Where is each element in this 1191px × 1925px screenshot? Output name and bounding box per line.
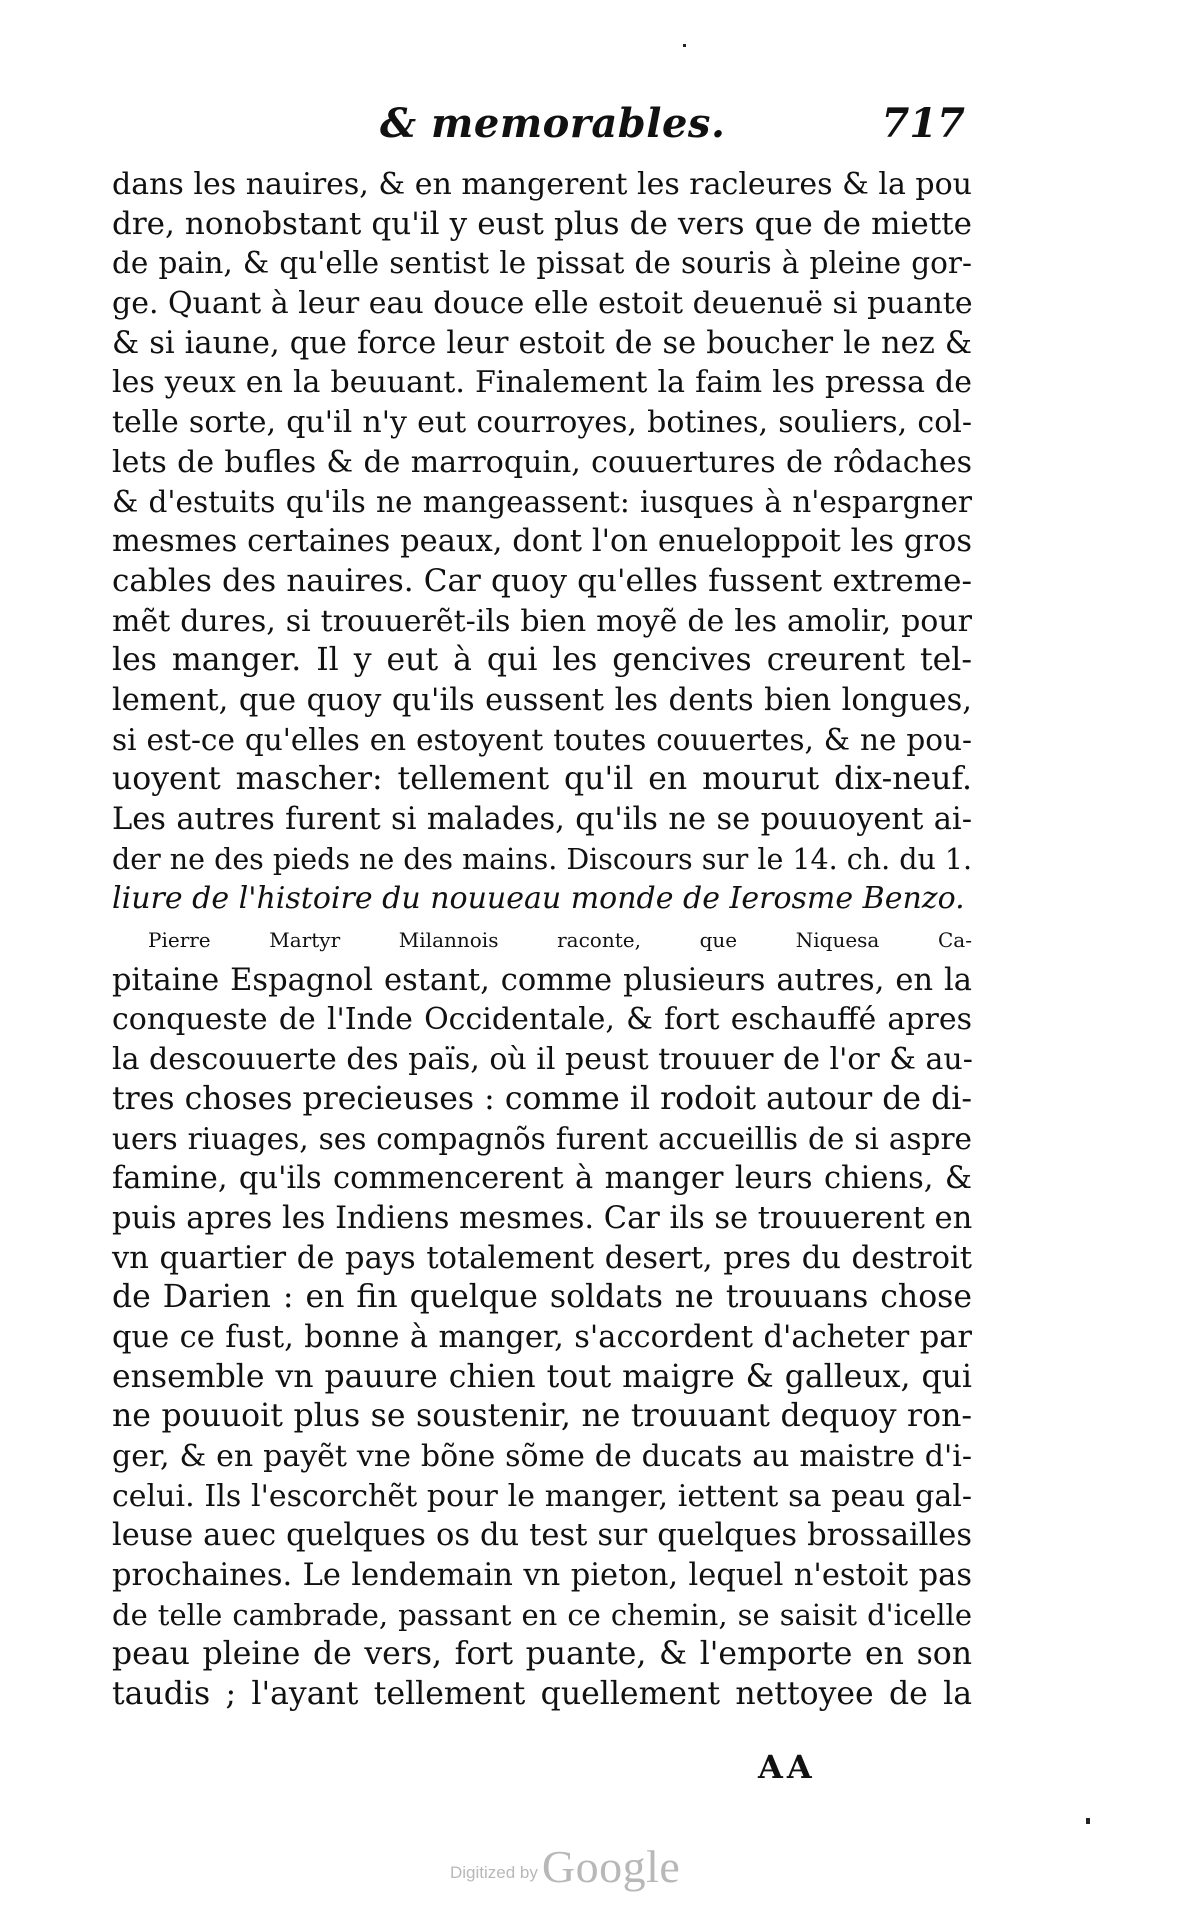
text-line: famine, qu'ils commencerent à manger leurs chiens, &: [112, 1161, 972, 1197]
text-line: les manger. Il y eut à qui les gencives creurent tel-: [112, 642, 972, 679]
digitization-watermark: [450, 1840, 680, 1893]
body-text: [112, 165, 972, 1715]
text-line: vn quartier de pays totalement desert, pres du destroit: [112, 1240, 972, 1276]
text-line: conqueste de l'Inde Occidentale, & fort eschauffé apres: [112, 1002, 972, 1038]
paragraph-2: [112, 921, 972, 1715]
text-line: puis apres les Indiens mesmes. Car ils se trouuerent en: [112, 1200, 973, 1236]
text-line: la descouuerte des païs, où il peust trouuer de l'or & au-: [112, 1042, 973, 1078]
text-line: les yeux en la beuuant. Finalement la faim les pressa de: [112, 365, 972, 401]
text-line: Les autres furent si malades, qu'ils ne se pouuoyent ai-: [112, 802, 972, 837]
text-line: uoyent mascher: tellement qu'il en mourut dix-neuf.: [112, 761, 972, 798]
text-line: mesmes certaines peaux, dont l'on enueloppoit les gros: [112, 524, 972, 560]
text-line: leuse auec quelques os du test sur quelques brossailles: [112, 1518, 972, 1554]
text-line: dre, nonobstant qu'il y eust plus de vers que de miette: [112, 205, 972, 242]
text-line: ne pouuoit plus se soustenir, ne trouuant dequoy ron-: [112, 1398, 972, 1435]
google-logo: Google: [541, 1841, 681, 1892]
text-line: si est-ce qu'elles en estoyent toutes couuertes, & ne pou-: [112, 722, 972, 757]
text-line: cables des nauires. Car quoy qu'elles fussent extreme-: [112, 562, 972, 599]
text-line: lets de bufles & de marroquin, couuertures de rôdaches: [112, 444, 972, 480]
text-line: uers riuages, ses compagnõs furent accueillis de si aspre: [112, 1121, 972, 1156]
text-line: taudis ; l'ayant tellement quellement nettoyee de la: [112, 1676, 972, 1713]
text-line: lement, que quoy qu'ils eussent les dents bien longues,: [112, 682, 972, 718]
signature-mark: AA: [758, 1748, 816, 1786]
text-line: ge. Quant à leur eau douce elle estoit deuenuë si puante: [112, 286, 973, 322]
text-line: de pain, & qu'elle sentist le pissat de souris à pleine gor-: [112, 246, 972, 281]
text-line: tres choses precieuses : comme il rodoit autour de di-: [112, 1080, 972, 1117]
text-line: telle sorte, qu'il n'y eut courroyes, botines, souliers, col-: [112, 405, 972, 441]
watermark-prefix: Digitized by: [450, 1863, 538, 1882]
text-line: de Darien : en fin quelque soldats ne trouuans chose: [112, 1279, 972, 1316]
page-header: [380, 100, 980, 160]
text-line: & d'estuits qu'ils ne mangeassent: iusques à n'espargner: [112, 484, 972, 519]
text-line: de telle cambrade, passant en ce chemin, se saisit d'icelle: [112, 1597, 972, 1632]
page-number: 717: [881, 100, 965, 147]
text-line: ger, & en payẽt vne bõne sõme de ducats au maistre d'i-: [112, 1439, 972, 1474]
text-line: pitaine Espagnol estant, comme plusieurs autres, en la: [112, 962, 972, 998]
text-line: celui. Ils l'escorchẽt pour le manger, iettent sa peau gal-: [112, 1478, 972, 1514]
text-line: ensemble vn pauure chien tout maigre & galleux, qui: [112, 1358, 972, 1395]
text-line: que ce fust, bonne à manger, s'accordent d'acheter par: [112, 1319, 972, 1355]
text-line: prochaines. Le lendemain vn pieton, lequel n'estoit pas: [112, 1558, 972, 1594]
text-line: Pierre Martyr Milannois raconte, que Niquesa Ca-: [148, 928, 972, 953]
citation-line: liure de l'histoire du nouueau monde de Ierosme Benzo.: [112, 881, 965, 917]
scan-speck: [1086, 1818, 1090, 1824]
text-line: & si iaune, que force leur estoit de se boucher le nez &: [112, 325, 972, 361]
text-line: mẽt dures, si trouuerẽt-ils bien moyẽ de les amolir, pour: [112, 603, 972, 639]
running-title: & memorables.: [380, 100, 726, 147]
scan-speck: [683, 44, 686, 47]
paragraph-1: [112, 165, 972, 919]
text-line: peau pleine de vers, fort puante, & l'emporte en son: [112, 1636, 972, 1673]
text-line: dans les nauires, & en mangerent les racleures & la pou: [112, 167, 972, 202]
text-line: der ne des pieds ne des mains. Discours sur le 14. ch. du 1.: [112, 842, 973, 876]
